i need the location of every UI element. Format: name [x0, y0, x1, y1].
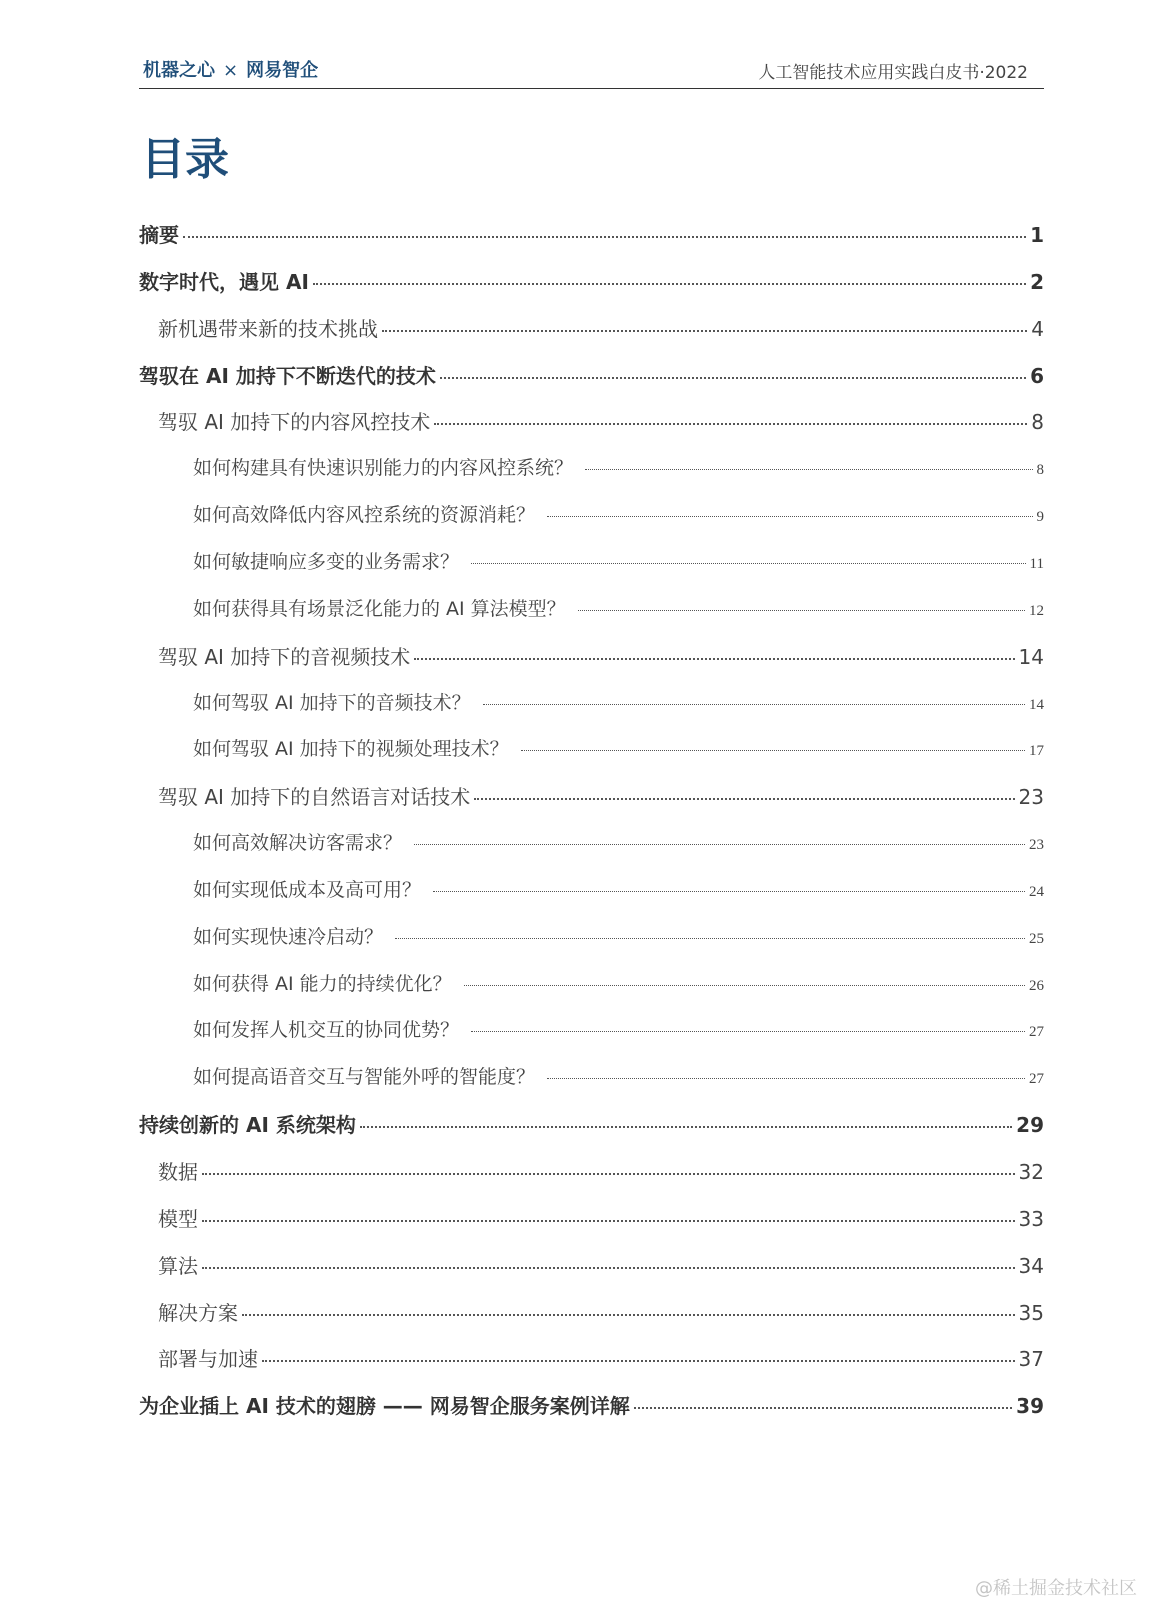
toc-entry[interactable] [193, 453, 1044, 483]
toc-page-number: 8 [1031, 410, 1044, 434]
toc-entry[interactable] [193, 500, 1044, 530]
toc-dot-leader [202, 1173, 1015, 1175]
toc-entry[interactable] [158, 1343, 1044, 1373]
toc-entry-title: 驾驭 AI 加持下的自然语言对话技术 [158, 785, 471, 809]
toc-entry[interactable] [158, 1297, 1044, 1327]
toc-page-number: 1 [1030, 223, 1044, 247]
toc-entry[interactable] [139, 219, 1044, 249]
toc-entry[interactable] [193, 1015, 1044, 1045]
toc-dot-leader [313, 283, 1026, 285]
toc-dot-leader [547, 516, 1032, 517]
toc-entry-title: 驾驭 AI 加持下的内容风控技术 [158, 410, 431, 434]
toc-dot-leader [414, 658, 1014, 660]
toc-entry-title: 算法 [158, 1254, 198, 1278]
toc-entry[interactable] [193, 828, 1044, 858]
toc-entry[interactable] [193, 734, 1044, 764]
watermark: @稀土掘金技术社区 [975, 1578, 1137, 1599]
toc-dot-leader [242, 1314, 1015, 1316]
toc-page-number: 26 [1029, 978, 1044, 994]
toc-page-number: 25 [1029, 931, 1044, 947]
toc-dot-leader [433, 891, 1025, 892]
toc-dot-leader [585, 469, 1032, 470]
toc-page-number: 39 [1016, 1394, 1044, 1418]
toc-page-number: 33 [1018, 1207, 1044, 1231]
toc-page-number: 24 [1029, 884, 1044, 900]
toc-page-number: 27 [1029, 1071, 1044, 1087]
toc-dot-leader [634, 1407, 1012, 1409]
toc-page-number: 27 [1029, 1024, 1044, 1040]
toc-entry[interactable] [158, 406, 1044, 436]
toc-dot-leader [414, 844, 1025, 845]
toc-dot-leader [547, 1078, 1025, 1079]
toc-dot-leader [483, 704, 1025, 705]
toc-dot-leader [521, 750, 1025, 751]
toc-page-number: 4 [1031, 317, 1044, 341]
toc-entry-title: 如何敏捷响应多变的业务需求？ [193, 551, 460, 573]
toc-dot-leader [434, 423, 1027, 425]
toc-page-number: 2 [1030, 270, 1044, 294]
toc-entry[interactable] [158, 1203, 1044, 1233]
toc-entry[interactable] [139, 266, 1044, 296]
toc-entry[interactable] [158, 781, 1044, 811]
toc-page-number: 34 [1018, 1254, 1044, 1278]
toc-entry-title: 如何提高语音交互与智能外呼的智能度？ [193, 1066, 536, 1088]
toc-entry-title: 驾驭在 AI 加持下不断迭代的技术 [139, 364, 436, 388]
toc-entry-title: 如何发挥人机交互的协同优势？ [193, 1019, 460, 1041]
toc-entry-title: 驾驭 AI 加持下的音视频技术 [158, 645, 411, 669]
toc-entry[interactable] [158, 1250, 1044, 1280]
brand-right: 网易智企 [246, 60, 319, 81]
toc-dot-leader [474, 798, 1014, 800]
toc-dot-leader [202, 1267, 1015, 1269]
toc-page-number: 35 [1018, 1301, 1044, 1325]
toc-entry[interactable] [158, 641, 1044, 671]
toc-entry-title: 部署与加速 [158, 1347, 258, 1371]
toc-entry[interactable] [193, 688, 1044, 718]
toc-dot-leader [471, 1031, 1025, 1032]
toc-entry[interactable] [193, 969, 1044, 999]
document-title: 人工智能技术应用实践白皮书·2022 [758, 63, 1028, 83]
toc-entry-title: 如何获得 AI 能力的持续优化？ [193, 973, 452, 995]
toc-entry-title: 如何构建具有快速识别能力的内容风控系统？ [193, 457, 574, 479]
toc-entry-title: 如何驾驭 AI 加持下的音频技术？ [193, 692, 471, 714]
toc-dot-leader [578, 610, 1025, 611]
toc-page-number: 37 [1018, 1347, 1044, 1371]
toc-entry[interactable] [193, 1062, 1044, 1092]
toc-dot-leader [395, 938, 1025, 939]
toc-entry[interactable] [139, 1390, 1044, 1420]
toc-entry-title: 如何高效降低内容风控系统的资源消耗？ [193, 504, 536, 526]
toc-dot-leader [183, 236, 1026, 238]
toc-dot-leader [464, 985, 1025, 986]
toc-entry-title: 持续创新的 AI 系统架构 [139, 1113, 356, 1137]
toc-dot-leader [471, 563, 1026, 564]
toc-page-number: 14 [1018, 645, 1044, 669]
toc-entry[interactable] [193, 922, 1044, 952]
toc-entry[interactable] [158, 1156, 1044, 1186]
toc-entry-title: 数据 [158, 1160, 198, 1184]
toc-entry-title: 如何获得具有场景泛化能力的 AI 算法模型？ [193, 598, 566, 620]
toc-entry-title: 新机遇带来新的技术挑战 [158, 317, 378, 341]
page-title: 目录 [141, 134, 229, 185]
toc-entry-title: 如何驾驭 AI 加持下的视频处理技术？ [193, 738, 509, 760]
toc-entry-title: 模型 [158, 1207, 198, 1231]
toc-dot-leader [440, 377, 1026, 379]
toc-entry[interactable] [139, 1109, 1044, 1139]
toc-entry[interactable] [158, 313, 1044, 343]
brand-logo-text [143, 56, 318, 82]
toc-dot-leader [262, 1360, 1015, 1362]
toc-page-number: 23 [1029, 837, 1044, 853]
page-header [139, 52, 1044, 89]
toc-page-number: 32 [1018, 1160, 1044, 1184]
toc-dot-leader [360, 1126, 1012, 1128]
toc-entry-title: 如何高效解决访客需求？ [193, 832, 403, 854]
toc-entry[interactable] [193, 547, 1044, 577]
toc-entry-title: 解决方案 [158, 1301, 238, 1325]
toc-page-number: 11 [1029, 556, 1044, 572]
toc-entry-title: 如何实现低成本及高可用？ [193, 879, 422, 901]
brand-separator: × [223, 60, 239, 81]
toc-dot-leader [202, 1220, 1015, 1222]
toc-page-number: 14 [1029, 697, 1044, 713]
toc-page-number: 12 [1029, 603, 1044, 619]
toc-entry-title: 如何实现快速冷启动？ [193, 926, 384, 948]
toc-entry[interactable] [193, 875, 1044, 905]
toc-page-number: 17 [1029, 743, 1044, 759]
toc-page-number: 23 [1018, 785, 1044, 809]
toc-page-number: 8 [1036, 462, 1044, 478]
toc-dot-leader [382, 330, 1027, 332]
brand-left: 机器之心 [143, 60, 215, 81]
toc-page-number: 9 [1036, 509, 1044, 525]
toc-entry-title: 摘要 [139, 223, 179, 247]
toc-page-number: 6 [1030, 364, 1044, 388]
toc-entry-title: 数字时代，遇见 AI [139, 270, 309, 294]
toc-entry[interactable] [193, 594, 1044, 624]
toc-entry[interactable] [139, 360, 1044, 390]
toc-entry-title: 为企业插上 AI 技术的翅膀 —— 网易智企服务案例详解 [139, 1394, 630, 1418]
toc-page-number: 29 [1016, 1113, 1044, 1137]
